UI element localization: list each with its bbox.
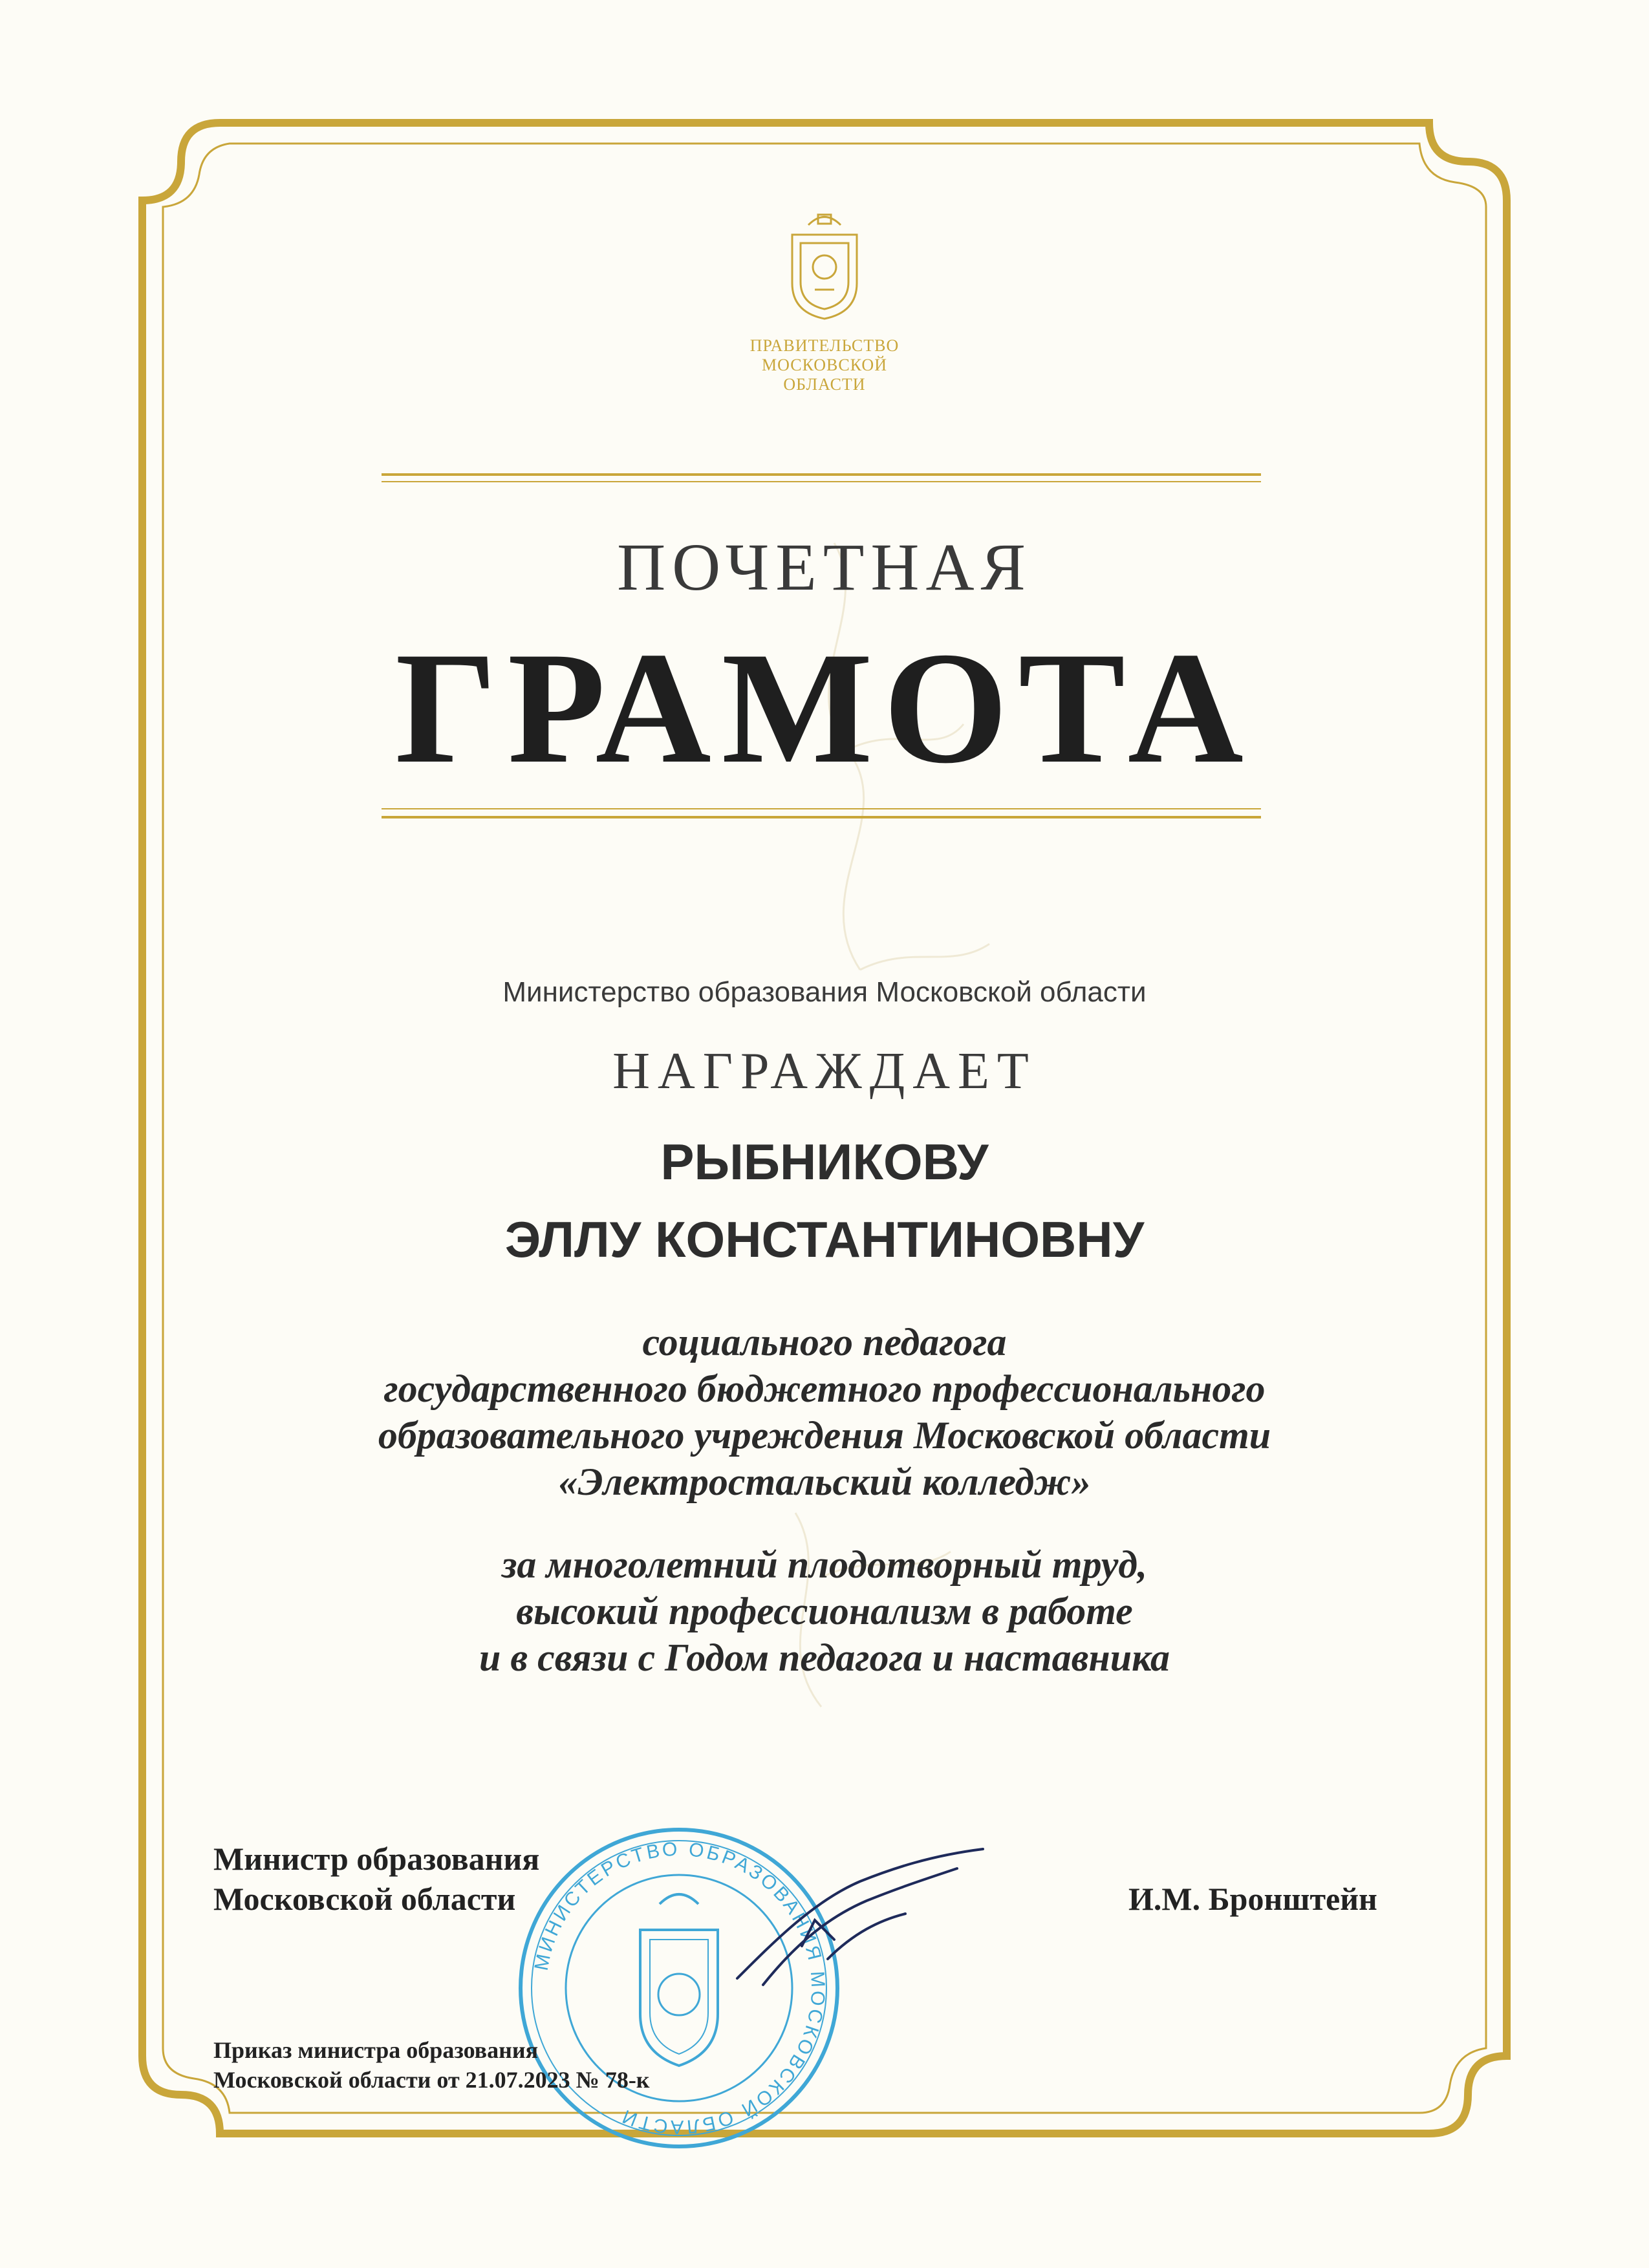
recipient-surname: РЫБНИКОВУ <box>660 1133 989 1190</box>
seal-text: МИНИСТЕРСТВО ОБРАЗОВАНИЯ МОСКОВСКОЙ ОБЛАСТИ <box>530 1838 829 2138</box>
issuer-text: Министерство образования Московской области <box>502 976 1147 1008</box>
reason-line: высокий профессионализм в работе <box>516 1590 1133 1632</box>
order-line: Приказ министра образования <box>213 2037 539 2063</box>
title-certificate: ГРАМОТА <box>395 619 1254 797</box>
signatory-name: И.М. Бронштейн <box>1128 1881 1377 1917</box>
government-line: ОБЛАСТИ <box>783 375 866 394</box>
signatory-title-line: Московской области <box>213 1881 516 1917</box>
order-reference <box>213 2035 650 2095</box>
position-line: образовательного учреждения Московской области <box>378 1414 1271 1457</box>
reason-line: и в связи с Годом педагога и наставника <box>479 1636 1170 1679</box>
recipient-position <box>0 1319 1649 1505</box>
government-caption <box>0 336 1649 394</box>
title-honorary: ПОЧЕТНАЯ <box>617 530 1032 604</box>
coat-of-arms-emblem <box>782 206 867 322</box>
bottom-rule-thin <box>382 808 1261 809</box>
reason-line: за многолетний плодотворный труд, <box>501 1543 1148 1586</box>
signatory-title-line: Министр образования <box>213 1841 540 1877</box>
government-line: МОСКОВСКОЙ <box>762 356 887 374</box>
position-line: социального педагога <box>642 1321 1007 1364</box>
awards-verb: НАГРАЖДАЕТ <box>612 1043 1037 1100</box>
top-rule-thick <box>382 473 1261 476</box>
position-line: «Электростальский колледж» <box>558 1460 1091 1503</box>
top-rule-thin <box>382 481 1261 482</box>
bottom-rule-thick <box>382 816 1261 818</box>
position-line: государственного бюджетного профессионального <box>383 1367 1266 1410</box>
recipient-given-names: ЭЛЛУ КОНСТАНТИНОВНУ <box>504 1211 1145 1268</box>
order-line: Московской области от 21.07.2023 № 78-к <box>213 2067 650 2093</box>
government-line: ПРАВИТЕЛЬСТВО <box>749 336 900 355</box>
handwritten-signature <box>724 1843 996 2011</box>
signatory-title <box>213 1839 539 1919</box>
award-reason <box>0 1541 1649 1681</box>
